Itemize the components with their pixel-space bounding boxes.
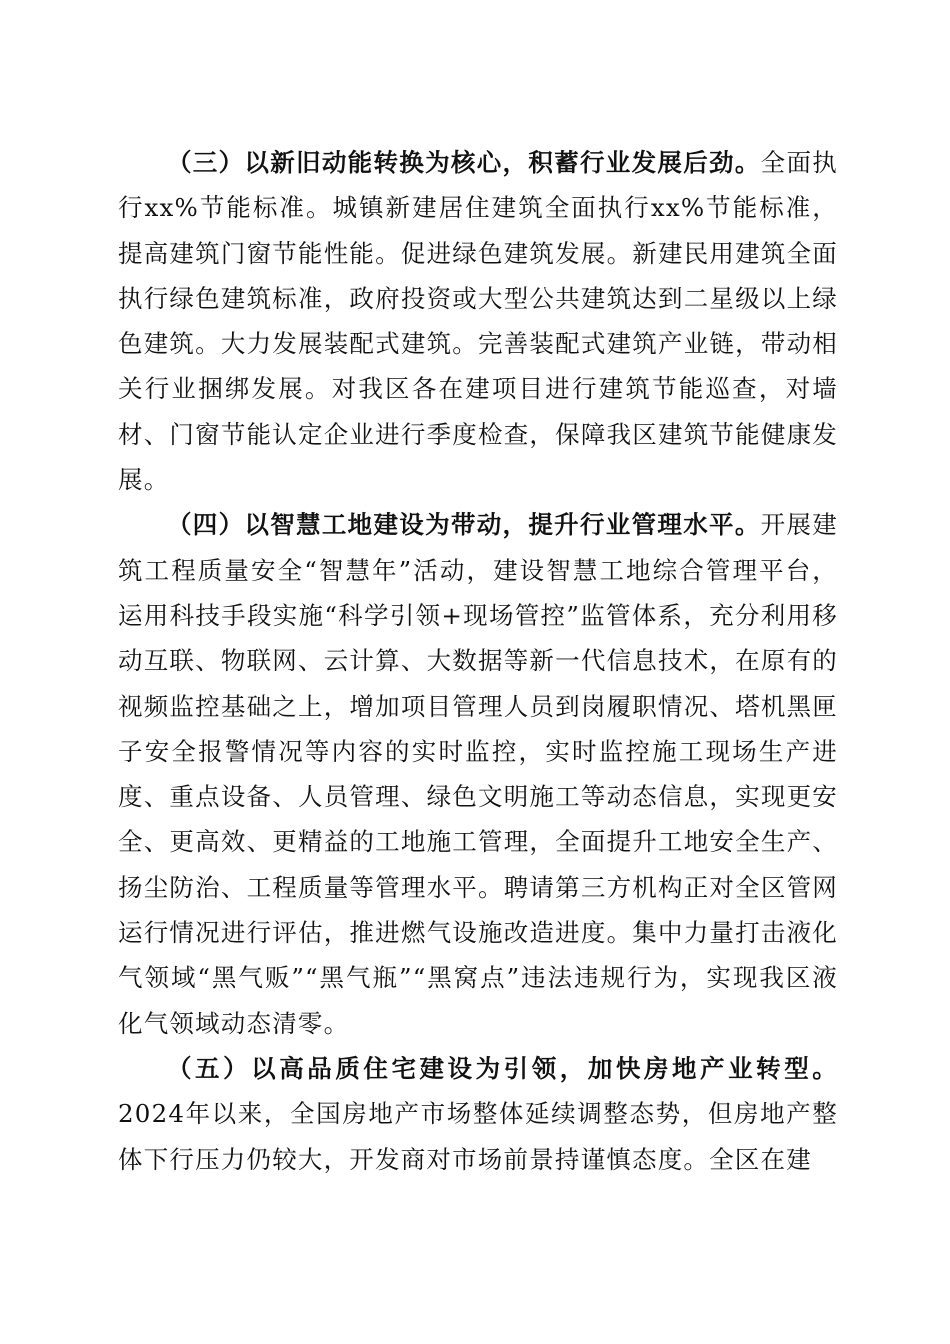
section-3-body: 全面执行xx%节能标准。城镇新建居住建筑全面执行xx%节能标准，提高建筑门窗节能性能。促进绿色建筑发展。新建民用建筑全面执行绿色建筑标准，政府投资或大型公共建筑达到二星级以上绿色建筑。大力发展装配式建筑。完善装配式建筑产业链，带动相关行业捆绑发展。对我区各在建项目进行建筑节能巡查，对墙材、门窗节能认定企业进行季度检查，保障我区建筑节能健康发展。 <box>118 148 838 495</box>
section-3-heading: （三）以新旧动能转换为核心，积蓄行业发展后劲。 <box>167 148 761 177</box>
paragraph-section-4 <box>118 502 838 1046</box>
section-5-heading: （五）以高品质住宅建设为引领，加快房地产业转型。 <box>167 1053 838 1083</box>
paragraph-section-5 <box>118 1046 838 1182</box>
section-4-body: 开展建筑工程质量安全“智慧年”活动，建设智慧工地综合管理平台，运用科技手段实施“科学引领+现场管控”监管体系，充分利用移动互联、物联网、云计算、大数据等新一代信息技术，在原有的视频监控基础之上，增加项目管理人员到岗履职情况、塔机黑匣子安全报警情况等内容的实时监控，实时监控施工现场生产进度、重点设备、人员管理、绿色文明施工等动态信息，实现更安全、更高效、更精益的工地施工管理，全面提升工地安全生产、扬尘防治、工程质量等管理水平。聘请第三方机构正对全区管网运行情况进行评估，推进燃气设施改造进度。集中力量打击液化气领域“黑气贩”“黑气瓶”“黑窝点”违法违规行为，实现我区液化气领域动态清零。 <box>118 510 838 1038</box>
paragraph-section-3 <box>118 140 838 502</box>
document-page <box>118 140 838 1182</box>
section-5-body: 2024年以来，全国房地产市场整体延续调整态势，但房地产整体下行压力仍较大，开发商对市场前景持谨慎态度。全区在建 <box>118 1099 838 1174</box>
section-4-heading: （四）以智慧工地建设为带动，提升行业管理水平。 <box>167 510 761 540</box>
